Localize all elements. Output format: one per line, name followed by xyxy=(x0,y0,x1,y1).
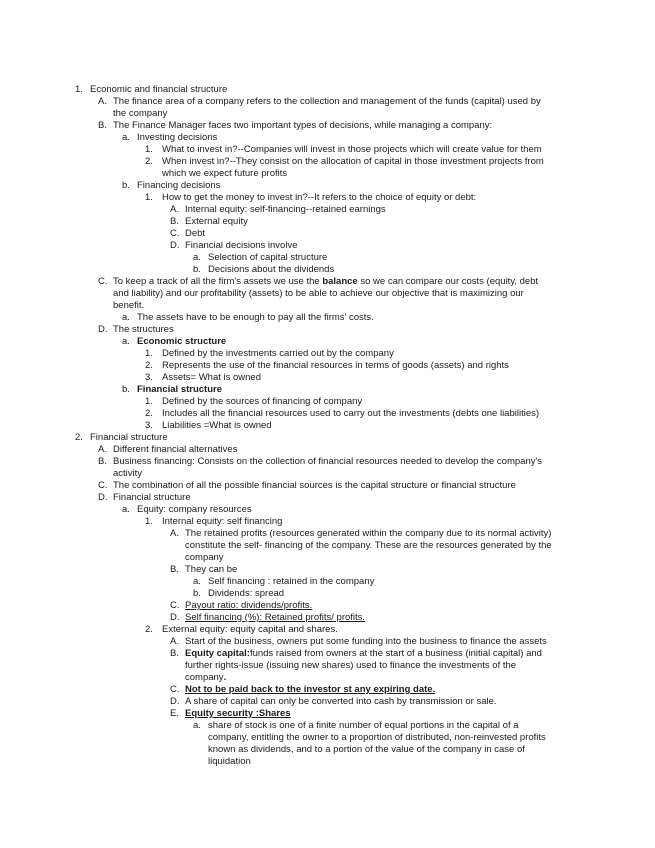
list-item-text xyxy=(137,504,610,516)
list-item xyxy=(0,216,610,228)
list-item-text xyxy=(113,120,610,132)
list-item-text xyxy=(162,396,610,408)
text-segment: share of stock is one of a finite number of equal portions in the capital of a xyxy=(208,720,519,731)
text-segment: Dividends: spread xyxy=(208,588,285,599)
list-item-text xyxy=(90,432,610,444)
list-item-text xyxy=(137,312,610,324)
list-item xyxy=(0,384,610,396)
list-item-marker: 2. xyxy=(145,360,153,371)
list-item-marker: A. xyxy=(170,636,179,647)
text-segment: What to invest in?--Companies will invest in those projects which will create value for them xyxy=(162,144,542,155)
list-item xyxy=(0,432,610,444)
list-item xyxy=(0,636,610,648)
list-item-marker: 1. xyxy=(145,192,153,203)
list-item xyxy=(0,84,610,96)
text-segment: To keep a track of all the firm's assets we use the xyxy=(113,276,323,287)
list-item-marker: 2. xyxy=(145,624,153,635)
list-item-marker: a. xyxy=(122,132,130,143)
list-item xyxy=(0,420,610,432)
list-item-text xyxy=(162,360,610,372)
list-item-text xyxy=(162,408,610,420)
list-item-text xyxy=(185,600,610,612)
list-item xyxy=(0,456,610,480)
list-item-text xyxy=(162,516,610,528)
list-item-marker: C. xyxy=(98,276,108,287)
list-item-marker: a. xyxy=(193,720,201,731)
list-item xyxy=(0,132,610,144)
list-item-text xyxy=(185,228,610,240)
text-segment: Defined by the sources of financing of company xyxy=(162,396,363,407)
list-item-marker: D. xyxy=(170,240,180,251)
text-segment: Self financing (%): Retained profits/ profits. xyxy=(185,612,366,623)
list-item xyxy=(0,408,610,420)
list-item xyxy=(0,312,610,324)
list-item-text xyxy=(208,264,610,276)
text-segment: How to get the money to invest in?--It refers to the choice of equity or debt: xyxy=(162,192,477,203)
list-item xyxy=(0,360,610,372)
list-item-marker: a. xyxy=(193,252,201,263)
list-item-text xyxy=(185,684,610,696)
list-item-text xyxy=(162,192,610,204)
text-segment: The Finance Manager faces two important types of decisions, while managing a company: xyxy=(113,120,493,131)
list-item-marker: C. xyxy=(98,480,108,491)
list-item xyxy=(0,588,610,600)
text-segment: Includes all the financial resources used to carry out the investments (debts one liabilities) xyxy=(162,408,540,419)
list-item xyxy=(0,96,610,120)
list-item-text xyxy=(113,324,610,336)
list-item-marker: B. xyxy=(98,120,107,131)
list-item xyxy=(0,708,610,720)
text-segment: which we expect future profits xyxy=(162,168,288,179)
list-item-marker: a. xyxy=(122,312,130,323)
list-item-text xyxy=(185,648,610,684)
list-item-text xyxy=(185,204,610,216)
list-item xyxy=(0,564,610,576)
text-segment: Payout ratio: dividends/profits. xyxy=(185,600,313,611)
list-item-text xyxy=(185,636,610,648)
list-item-marker: D. xyxy=(98,324,108,335)
list-item-text xyxy=(185,564,610,576)
list-item-text xyxy=(208,576,610,588)
list-item xyxy=(0,156,610,180)
text-segment: and liability) and our profitability (assets) to be able to achieve our objective that is maximizing our xyxy=(113,288,524,299)
list-item-text xyxy=(137,180,610,192)
text-segment: Equity security :Shares xyxy=(185,708,291,719)
text-segment: External equity: equity capital and shares. xyxy=(162,624,338,635)
list-item-marker: 1. xyxy=(145,516,153,527)
list-item-marker: b. xyxy=(122,384,130,395)
list-item-text xyxy=(208,588,610,600)
list-item xyxy=(0,336,610,348)
list-item-marker: 1. xyxy=(145,348,153,359)
text-segment: The finance area of a company refers to the collection and management of the funds (capital) used by xyxy=(113,96,541,107)
list-item xyxy=(0,684,610,696)
list-item-marker: a. xyxy=(122,504,130,515)
document-body xyxy=(0,84,610,768)
list-item-marker: b. xyxy=(193,588,201,599)
list-item xyxy=(0,612,610,624)
list-item xyxy=(0,324,610,336)
list-item-text xyxy=(113,480,610,492)
list-item-text xyxy=(162,420,610,432)
list-item xyxy=(0,624,610,636)
list-item xyxy=(0,600,610,612)
text-segment: funds raised from owners at the start of a business (initial capital) and xyxy=(249,648,542,659)
text-segment: Not to be paid back to the investor st any expiring date. xyxy=(185,684,436,695)
list-item-text xyxy=(137,336,610,348)
list-item xyxy=(0,192,610,204)
list-item xyxy=(0,504,610,516)
list-item xyxy=(0,528,610,564)
list-item-text xyxy=(137,384,610,396)
list-item-marker: A. xyxy=(98,96,107,107)
list-item-text xyxy=(185,696,610,708)
text-segment: company, entitling the owner to a proportion of distributed, non-reinvested profits xyxy=(208,732,546,743)
text-segment: Liabilities =What is owned xyxy=(162,420,272,431)
text-segment: so we can compare our costs (equity, debt xyxy=(357,276,539,287)
text-segment: Different financial alternatives xyxy=(113,444,238,455)
list-item-text xyxy=(185,528,610,564)
list-item-text xyxy=(113,276,610,312)
text-segment: Assets= What is owned xyxy=(162,372,262,383)
text-segment: The assets have to be enough to pay all the firms' costs. xyxy=(137,312,374,323)
list-item-text xyxy=(162,624,610,636)
list-item-marker: b. xyxy=(193,264,201,275)
list-item xyxy=(0,492,610,504)
text-segment: Internal equity: self-financing--retained earnings xyxy=(185,204,386,215)
text-segment: Equity: company resources xyxy=(137,504,252,515)
list-item-text xyxy=(113,96,610,120)
list-item-marker: 2. xyxy=(75,432,83,443)
list-item-marker: 2. xyxy=(145,156,153,167)
text-segment: Selection of capital structure xyxy=(208,252,328,263)
list-item-text xyxy=(113,492,610,504)
list-item-marker: a. xyxy=(193,576,201,587)
list-item-text xyxy=(185,708,610,720)
text-segment: The combination of all the possible financial sources is the capital structure or financial structure xyxy=(113,480,516,491)
text-segment: Financial structure xyxy=(137,384,222,395)
list-item-text xyxy=(113,444,610,456)
list-item xyxy=(0,480,610,492)
list-item-marker: B. xyxy=(170,648,179,659)
text-segment: company xyxy=(185,672,224,683)
list-item-marker: B. xyxy=(170,564,179,575)
list-item-text xyxy=(208,720,610,768)
list-item-text xyxy=(185,612,610,624)
list-item xyxy=(0,648,610,684)
text-segment: Financing decisions xyxy=(137,180,221,191)
list-item-text xyxy=(90,84,610,96)
list-item-marker: E. xyxy=(170,708,179,719)
list-item-text xyxy=(208,252,610,264)
list-item-marker: A. xyxy=(98,444,107,455)
list-item-text xyxy=(137,132,610,144)
list-item-marker: C. xyxy=(170,228,180,239)
list-item xyxy=(0,228,610,240)
list-item-marker: C. xyxy=(170,600,180,611)
list-item xyxy=(0,276,610,312)
list-item-marker: 3. xyxy=(145,372,153,383)
text-segment: further rights-issue (issuing new shares) used to finance the investments of the xyxy=(185,660,517,671)
list-item-marker: D. xyxy=(170,696,180,707)
list-item-text xyxy=(162,348,610,360)
text-segment: Debt xyxy=(185,228,206,239)
text-segment: Financial decisions involve xyxy=(185,240,298,251)
text-segment: The structures xyxy=(113,324,174,335)
text-segment: liquidation xyxy=(208,756,251,767)
list-item-marker: 2. xyxy=(145,408,153,419)
list-item xyxy=(0,204,610,216)
list-item-text xyxy=(162,372,610,384)
list-item-text xyxy=(162,156,610,180)
text-segment: Financial structure xyxy=(90,432,168,443)
list-item-text xyxy=(185,240,610,252)
list-item xyxy=(0,180,610,192)
text-segment: known as dividends, and to a portion of the value of the company in case of xyxy=(208,744,525,755)
list-item-marker: B. xyxy=(98,456,107,467)
list-item-marker: 1. xyxy=(145,144,153,155)
text-segment: Equity capital: xyxy=(185,648,250,659)
list-item xyxy=(0,120,610,132)
text-segment: constitute the self- financing of the company. These are the resources generated by the xyxy=(185,540,552,551)
text-segment: Economic and financial structure xyxy=(90,84,228,95)
text-segment: Business financing: Consists on the collection of financial resources needed to develop the company's xyxy=(113,456,543,467)
text-segment: the company xyxy=(113,108,168,119)
list-item-text xyxy=(185,216,610,228)
list-item xyxy=(0,576,610,588)
list-item xyxy=(0,348,610,360)
list-item-marker: a. xyxy=(122,336,130,347)
text-segment: Represents the use of the financial resources in terms of goods (assets) and rights xyxy=(162,360,509,371)
list-item-marker: B. xyxy=(170,216,179,227)
list-item xyxy=(0,396,610,408)
text-segment: benefit. xyxy=(113,300,145,311)
text-segment: Financial structure xyxy=(113,492,191,503)
list-item-marker: D. xyxy=(98,492,108,503)
text-segment: Investing decisions xyxy=(137,132,218,143)
list-item xyxy=(0,264,610,276)
list-item xyxy=(0,372,610,384)
list-item-marker: C. xyxy=(170,684,180,695)
text-segment: Economic structure xyxy=(137,336,227,347)
list-item xyxy=(0,144,610,156)
text-segment: activity xyxy=(113,468,143,479)
list-item-marker: A. xyxy=(170,528,179,539)
list-item xyxy=(0,696,610,708)
text-segment: Defined by the investments carried out by the company xyxy=(162,348,394,359)
list-item xyxy=(0,516,610,528)
list-item-marker: 1. xyxy=(145,396,153,407)
list-item xyxy=(0,720,610,768)
text-segment: company xyxy=(185,552,224,563)
list-item-marker: b. xyxy=(122,180,130,191)
text-segment: . xyxy=(223,672,227,683)
list-item xyxy=(0,252,610,264)
list-item-text xyxy=(162,144,610,156)
list-item-marker: D. xyxy=(170,612,180,623)
list-item-marker: A. xyxy=(170,204,179,215)
text-segment: External equity xyxy=(185,216,248,227)
text-segment: They can be xyxy=(185,564,238,575)
text-segment: Start of the business, owners put some funding into the business to finance the assets xyxy=(185,636,547,647)
list-item xyxy=(0,240,610,252)
list-item-text xyxy=(113,456,610,480)
text-segment: Internal equity: self financing xyxy=(162,516,283,527)
list-item-marker: 1. xyxy=(75,84,83,95)
text-segment: A share of capital can only be converted into cash by transmission or sale. xyxy=(185,696,497,707)
text-segment: Self financing : retained in the company xyxy=(208,576,375,587)
text-segment: balance xyxy=(322,276,358,287)
text-segment: When invest in?--They consist on the allocation of capital in those investment projects from xyxy=(162,156,544,167)
text-segment: Decisions about the dividends xyxy=(208,264,335,275)
list-item-marker: 3. xyxy=(145,420,153,431)
text-segment: The retained profits (resources generated within the company due to its normal activity) xyxy=(185,528,552,539)
list-item xyxy=(0,444,610,456)
